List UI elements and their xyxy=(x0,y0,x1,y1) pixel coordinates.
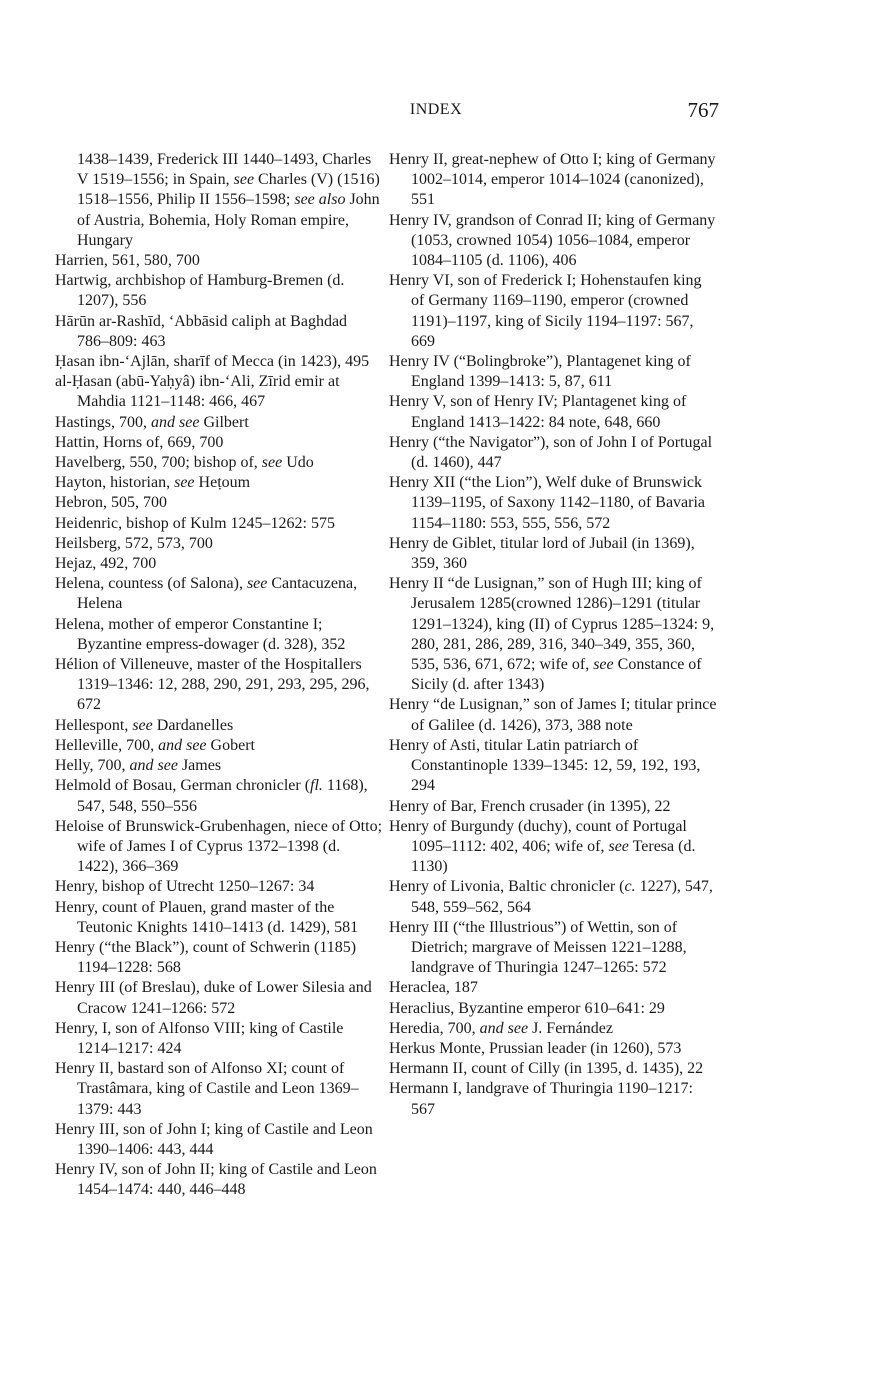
index-entry: Henry, bishop of Utrecht 1250–1267: 34 xyxy=(55,878,315,896)
index-entry: Henry de Giblet, titular lord of Jubail (in 1369), 359, 360 xyxy=(389,534,695,573)
index-entry: Henry XII (“the Lion”), Welf duke of Brunswick 1139–1195, of Saxony 1142–1180, of Bavaria 1154–1180: 553, 555, 556, 572 xyxy=(389,474,706,532)
index-entry: Hermann I, landgrave of Thuringia 1190–1217: 567 xyxy=(389,1080,693,1118)
index-entry: Hélion of Villeneuve, master of the Hospitallers 1319–1346: 12, 288, 290, 291, 293, 295, 296, 672 xyxy=(55,656,370,714)
index-entry: Herkus Monte, Prussian leader (in 1260), 573 xyxy=(389,1039,682,1057)
index-entry: Helena, mother of emperor Constantine I; Byzantine empress-dowager (d. 328), 352 xyxy=(55,615,346,653)
index-entry: Henry (“the Navigator”), son of John I of Portugal (d. 1460), 447 xyxy=(389,433,713,472)
index-entry: Henry of Bar, French crusader (in 1395), 22 xyxy=(389,797,671,815)
index-entry: Henry V, son of Henry IV; Plantagenet king of England 1413–1422: 84 note, 648, 660 xyxy=(389,393,687,431)
index-entry: Heraclea, 187 xyxy=(389,979,478,997)
index-entry: Helly, 700, and see James xyxy=(55,757,222,775)
index-entry: Henry, count of Plauen, grand master of the Teutonic Knights 1410–1413 (d. 1429), 581 xyxy=(55,898,359,936)
index-entry: Henry III (“the Illustrious”) of Wettin, son of Dietrich; margrave of Meissen 1221–1288, landgrave of Thuringia 1247–1265: 572 xyxy=(389,918,687,977)
index-entry: Hartwig, archbishop of Hamburg-Bremen (d. 1207), 556 xyxy=(55,272,345,310)
index-entry: Hayton, historian, see Heṭoum xyxy=(55,474,251,492)
index-entry: Heloise of Brunswick-Grubenhagen, niece of Otto; wife of James I of Cyprus 1372–1398 (d. 1422), 366–369 xyxy=(55,817,383,876)
index-entry: al-Ḥasan (abū-Yaḥyâ) ibn-‘Ali, Zīrid emir at Mahdia 1121–1148: 466, 467 xyxy=(55,373,340,411)
index-entry: Heredia, 700, and see J. Fernández xyxy=(389,1019,613,1037)
page-number: 767 xyxy=(687,98,719,122)
index-entry: Henry IV (“Bolingbroke”), Plantagenet king of England 1399–1413: 5, 87, 611 xyxy=(389,353,691,391)
index-entry: Henry of Burgundy (duchy), count of Portugal 1095–1112: 402, 406; wife of, see Teresa (d. 1130) xyxy=(389,817,696,876)
index-entry: Henry II “de Lusignan,” son of Hugh III; king of Jerusalem 1285(crowned 1286)–1291 (titular 1291–1324), king (II) of Cyprus 1285–1324: 9, 280, 281, 286, 289, 316, 340–349, 355, 360, 535, 536, 671, 672; wife of, see Constance of Sicily (d. after 1343) xyxy=(389,575,715,694)
index-entry: Henry III, son of John I; king of Castile and Leon 1390–1406: 443, 444 xyxy=(55,1120,373,1158)
index-entry: Henry II, great-nephew of Otto I; king of Germany 1002–1014, emperor 1014–1024 (canonized), 551 xyxy=(389,151,716,209)
index-entry: Helmold of Bosau, German chronicler (fl. 1168), 547, 548, 550–556 xyxy=(55,777,368,815)
index-entry: Hellespont, see Dardanelles xyxy=(55,716,234,734)
index-entry: Henry “de Lusignan,” son of James I; titular prince of Galilee (d. 1426), 373, 388 note xyxy=(389,696,717,734)
index-entry: Helleville, 700, and see Gobert xyxy=(55,736,255,754)
index-entry: Henry VI, son of Frederick I; Hohenstaufen king of Germany 1169–1190, emperor (crowned 1191)–1197, king of Sicily 1194–1197: 567, 669 xyxy=(389,272,702,350)
index-entry: Henry (“the Black”), count of Schwerin (1185) 1194–1228: 568 xyxy=(55,938,357,977)
index-entry: Henry of Livonia, Baltic chronicler (c. 1227), 547, 548, 559–562, 564 xyxy=(389,878,713,916)
running-head: INDEX xyxy=(409,101,463,118)
index-entry: Hattin, Horns of, 669, 700 xyxy=(55,433,224,451)
index-entry: Hārūn ar-Rashīd, ‘Abbāsid caliph at Baghdad 786–809: 463 xyxy=(55,312,348,350)
index-entry: Helena, countess (of Salona), see Cantacuzena, Helena xyxy=(55,575,358,613)
index-entry: Hebron, 505, 700 xyxy=(55,494,167,512)
index-entry: Heidenric, bishop of Kulm 1245–1262: 575 xyxy=(55,514,335,532)
index-entry: Henry III (of Breslau), duke of Lower Silesia and Cracow 1241–1266: 572 xyxy=(55,979,372,1017)
index-entry: 1438–1439, Frederick III 1440–1493, Charles V 1519–1556; in Spain, see Charles (V) (1516) 1518–1556, Philip II 1556–1598; see also John of Austria, Bohemia, Holy Roman empire, Hungary xyxy=(77,151,380,249)
index-entry: Heraclius, Byzantine emperor 610–641: 29 xyxy=(389,999,665,1017)
index-column-right xyxy=(389,150,717,1120)
index-entry: Hejaz, 492, 700 xyxy=(55,555,157,573)
index-entry: Hermann II, count of Cilly (in 1395, d. 1435), 22 xyxy=(389,1060,704,1078)
index-entry: Harrien, 561, 580, 700 xyxy=(55,252,200,270)
index-entry: Henry of Asti, titular Latin patriarch of Constantinople 1339–1345: 12, 59, 192, 193, 294 xyxy=(389,736,701,795)
index-entry: Henry II, bastard son of Alfonso XI; count of Trastâmara, king of Castile and Leon 1369–1379: 443 xyxy=(55,1060,359,1118)
index-entry: Henry IV, son of John II; king of Castile and Leon 1454–1474: 440, 446–448 xyxy=(55,1161,377,1199)
index-entry: Ḥasan ibn-‘Ajlān, sharīf of Mecca (in 1423), 495 xyxy=(55,353,370,371)
index-entry: Heilsberg, 572, 573, 700 xyxy=(55,534,213,552)
index-entry: Hastings, 700, and see Gilbert xyxy=(55,413,249,431)
index-entry: Henry, I, son of Alfonso VIII; king of Castile 1214–1217: 424 xyxy=(55,1019,344,1057)
index-entry: Havelberg, 550, 700; bishop of, see Udo xyxy=(55,454,314,472)
page-header xyxy=(0,98,872,124)
index-column-left xyxy=(55,150,383,1201)
index-entry: Henry IV, grandson of Conrad II; king of Germany (1053, crowned 1054) 1056–1084, emperor 1084–1105 (d. 1106), 406 xyxy=(389,211,716,270)
